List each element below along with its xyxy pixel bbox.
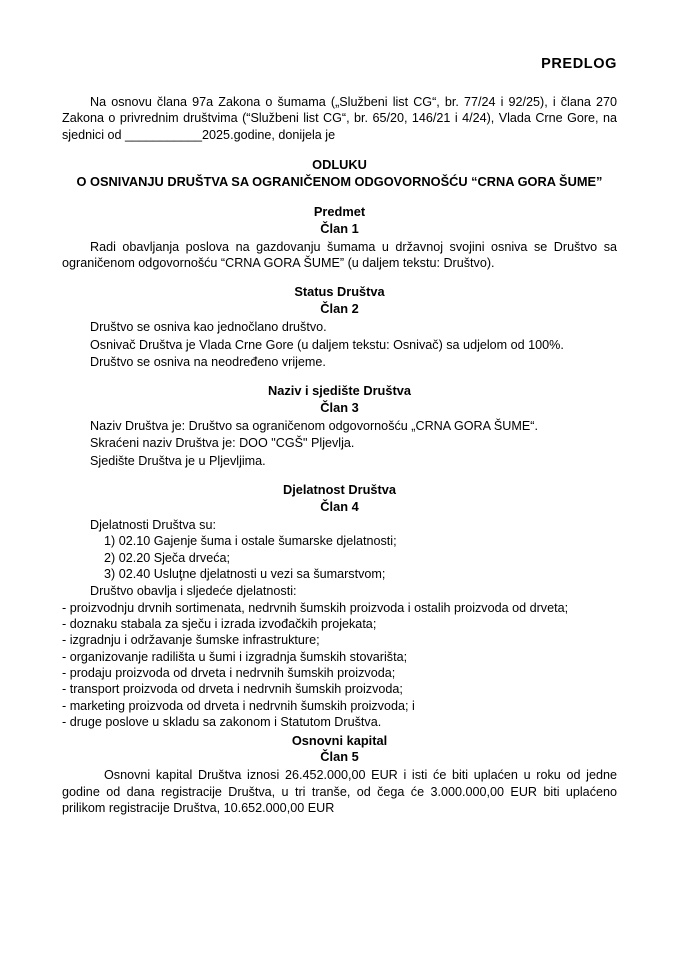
section-paragraph: Radi obavljanja poslova na gazdovanju šumama u državnoj svojini osniva se Društvo sa ograničenom odgovornošću “CRNA GORA ŠUME” (u daljem tekstu: Društvo).: [62, 239, 617, 270]
section-title: Osnovni kapital: [291, 732, 388, 748]
list-item: - marketing proizvoda od drveta i nedrvnih šumskih proizvoda; i: [62, 698, 415, 713]
section-title: Djelatnost Društva: [282, 482, 397, 498]
list-item: - doznaku stabala za sječu i izrada izvođačkih projekata;: [62, 617, 377, 632]
section-heading-naziv: [62, 383, 617, 417]
list-item: - izgradnju i održavanje šumske infrastrukture;: [62, 633, 320, 648]
section-title: Naziv i sjedište Društva: [268, 383, 411, 399]
list-item: 3) 02.40 Usluţne djelatnosti u vezi sa šumarstvom;: [104, 566, 386, 581]
section-article: Član 4: [320, 498, 359, 514]
section-paragraph: Naziv Društva je: Društvo sa ograničenom odgovornošću „CRNA GORA ŠUME“.: [90, 419, 538, 433]
section-paragraph: Skraćeni naziv Društva je: DOO "CGŠ" Pljevlja.: [90, 436, 355, 451]
section-heading-djelatnost: [62, 482, 617, 516]
list-item: - druge poslove u skladu sa zakonom i Statutom Društva.: [62, 715, 382, 730]
section-article: Član 5: [320, 749, 359, 765]
section-article: Član 3: [320, 400, 359, 416]
section-paragraph: Sjedište Društva je u Pljevljima.: [90, 453, 266, 468]
section-article: Član 1: [320, 220, 359, 236]
list-item: - prodaju proizvoda od drveta i nedrvnih šumskih proizvoda;: [62, 666, 396, 681]
djelatnost-intro-2: Društvo obavlja i sljedeće djelatnosti:: [90, 584, 297, 599]
djelatnost-intro: Djelatnosti Društva su:: [90, 517, 216, 532]
section-paragraph: Osnovni kapital Društva iznosi 26.452.000,00 EUR i isti će biti uplaćen u roku od jedne godine od dana registracije Društva, u tri tranše, od čega će 3.000.000,00 EUR biti uplaćeno prilikom registracije Društva, 10.652.000,00 EUR: [62, 768, 617, 816]
section-paragraph: Osnivač Društva je Vlada Crne Gore (u daljem tekstu: Osnivač) sa udjelom od 100%.: [90, 337, 564, 352]
section-article: Član 2: [320, 301, 359, 317]
document-label: PREDLOG: [541, 56, 617, 72]
section-paragraph: Društvo se osniva kao jednočlano društvo.: [90, 320, 327, 335]
section-paragraph: Društvo se osniva na neodređeno vrijeme.: [90, 354, 326, 369]
title-line-1: ODLUKU: [312, 157, 367, 173]
list-item: 1) 02.10 Gajenje šuma i ostale šumarske djelatnosti;: [104, 534, 397, 549]
list-item: - proizvodnju drvnih sortimenata, nedrvnih šumskih proizvoda i ostalih proizvoda od drveta;: [62, 600, 569, 615]
preamble-paragraph: Na osnovu člana 97a Zakona o šumama („Službeni list CG“, br. 77/24 i 92/25), i člana 270 Zakona o privrednim društvima (“Službeni list CG“, br. 65/20, 146/21 i 4/24), Vlada Crne Gore, na sjednici od ___________2025.godine, donijela je: [62, 95, 617, 142]
list-item: 2) 02.20 Sječa drveća;: [104, 550, 231, 565]
section-heading-predmet: [62, 204, 617, 238]
section-heading-kapital: [62, 733, 617, 767]
section-title: Predmet: [313, 203, 366, 219]
list-item: - transport proizvoda od drveta i nedrvnih šumskih proizvoda;: [62, 682, 403, 697]
title-line-2: O OSNIVANJU DRUŠTVA SA OGRANIČENOM ODGOVORNOŠĆU “CRNA GORA ŠUME”: [76, 173, 603, 189]
section-title: Status Društva: [294, 284, 385, 300]
section-heading-status: [62, 284, 617, 318]
list-item: - organizovanje radilišta u šumi i izgradnja šumskih stovarišta;: [62, 649, 408, 664]
document-title: [62, 157, 617, 191]
